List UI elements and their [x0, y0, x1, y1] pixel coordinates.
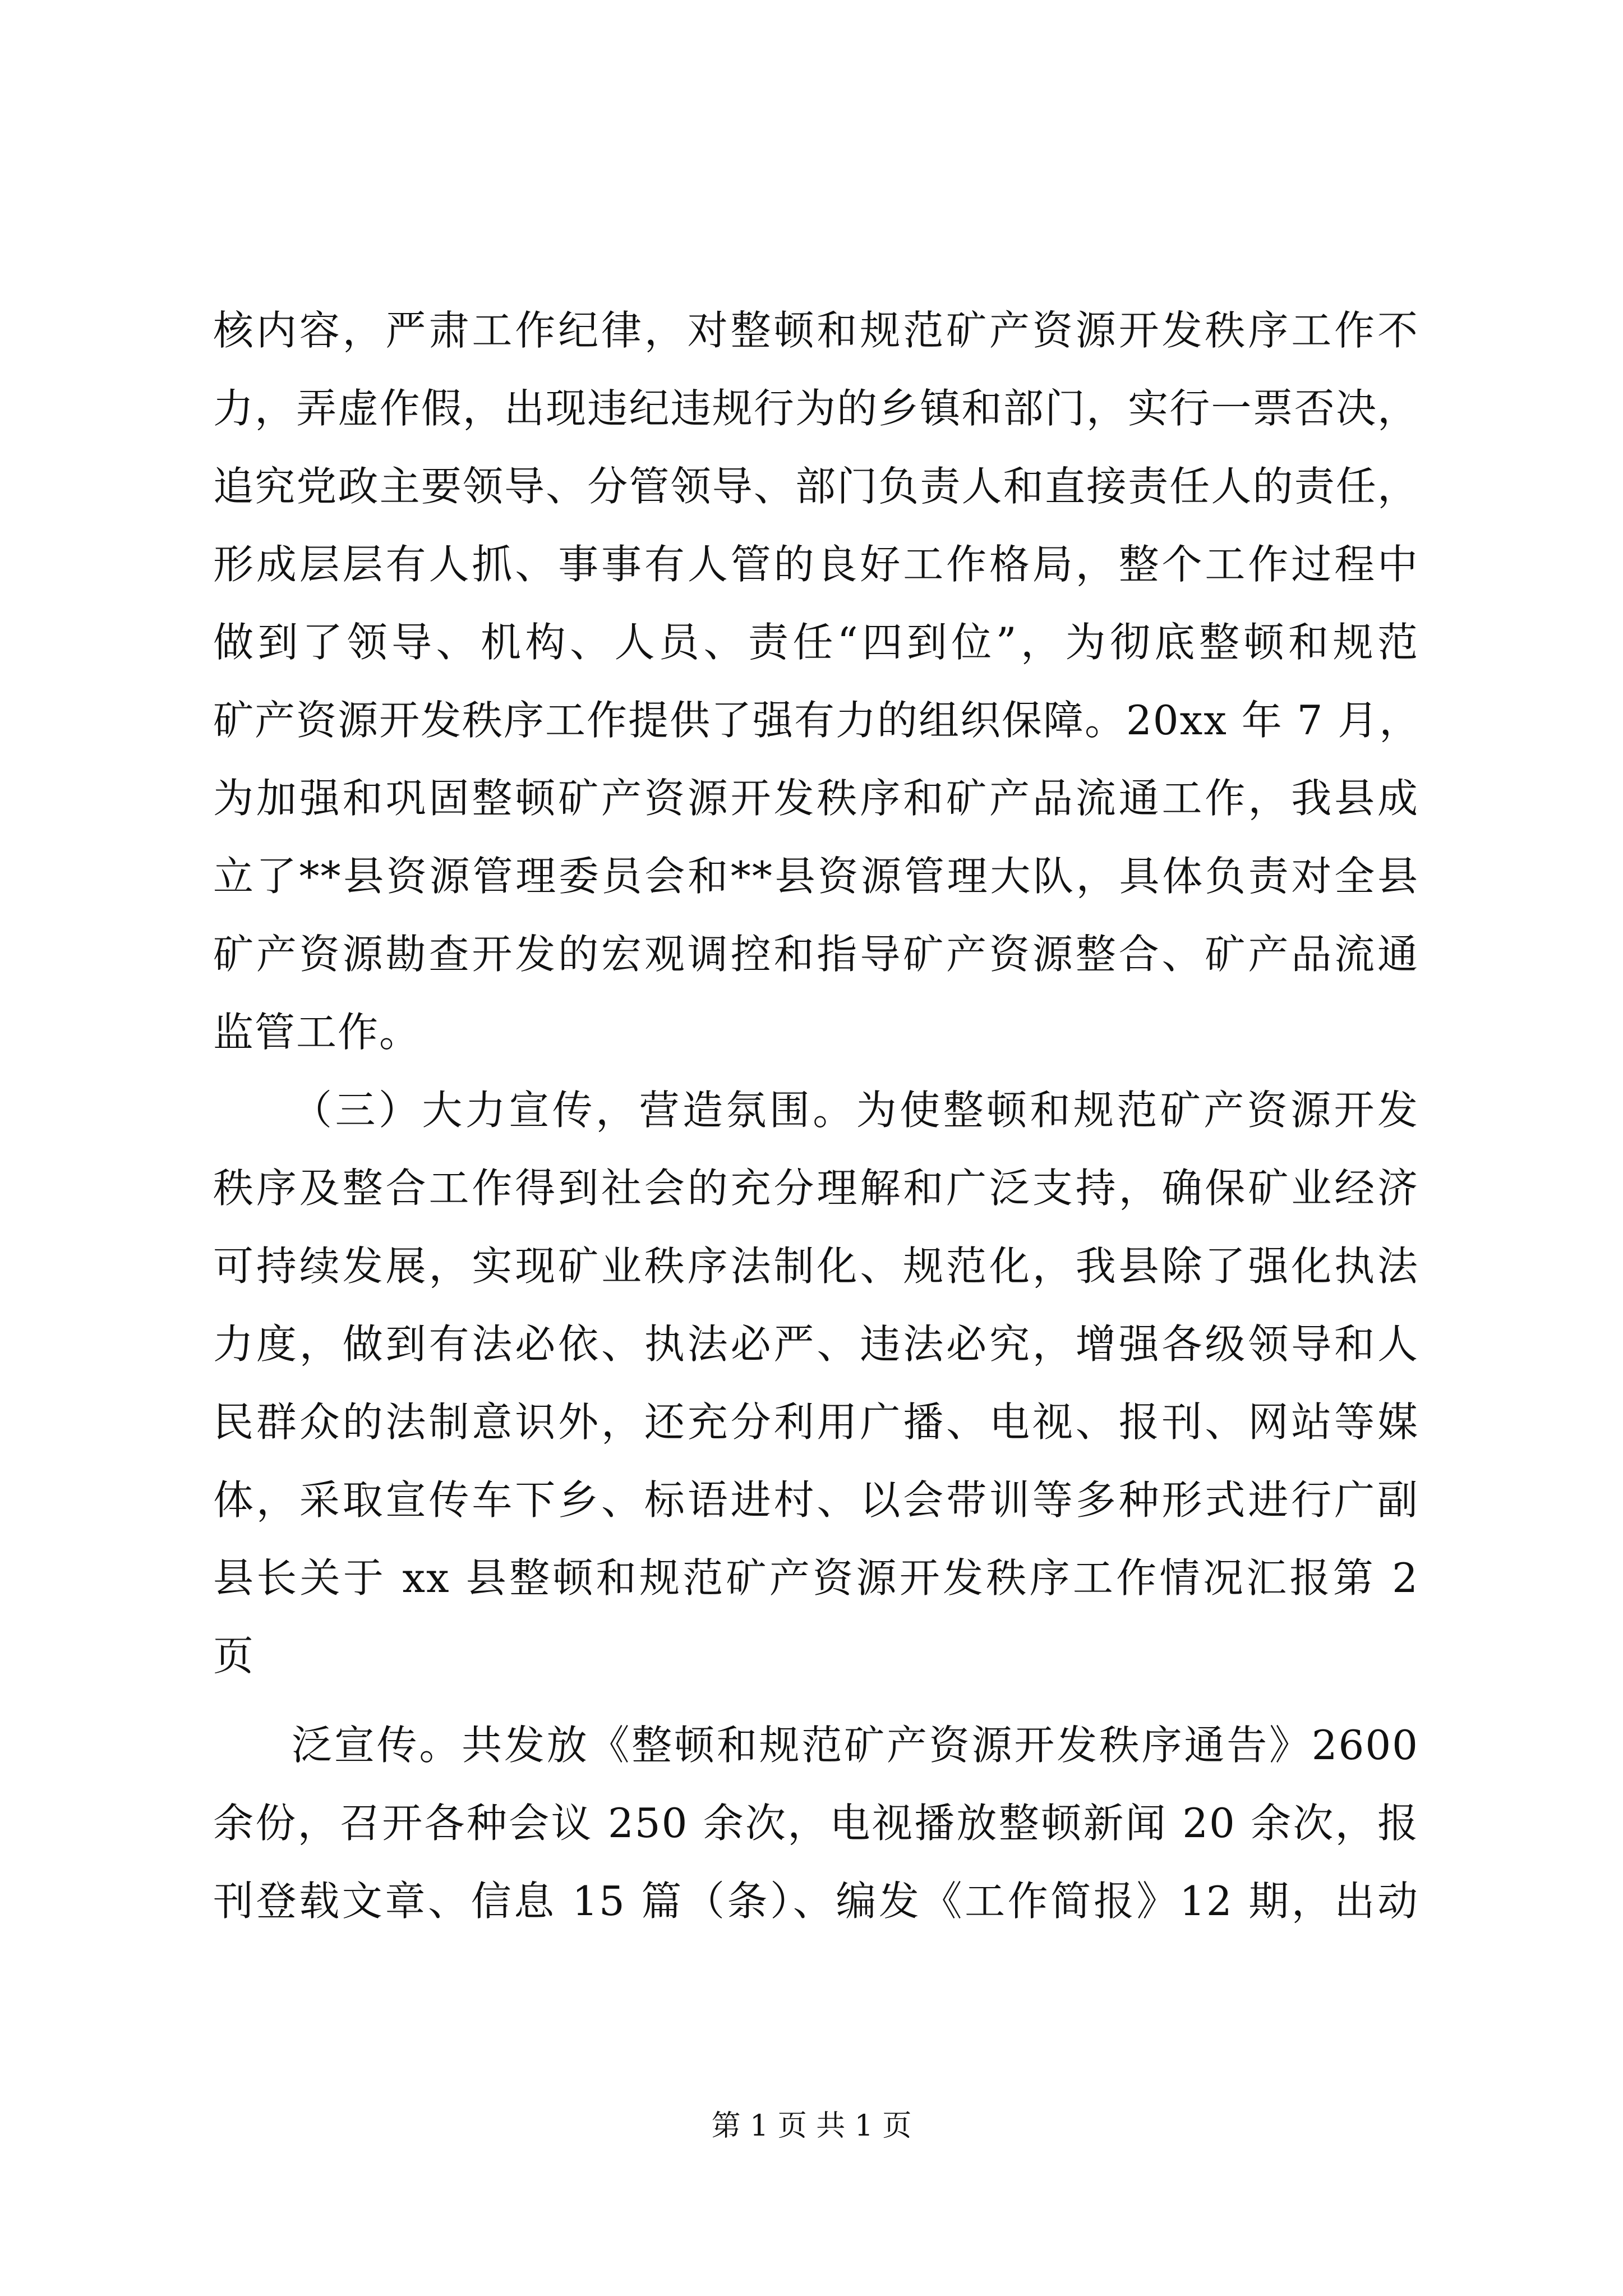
text-line: 形成层层有人抓、事事有人管的良好工作格局，整个工作过程中 — [213, 541, 1419, 588]
text-line: 力，弄虚作假，出现违纪违规行为的乡镇和部门，实行一票否决， — [213, 385, 1419, 432]
text-line: 核内容，严肃工作纪律，对整顿和规范矿产资源开发秩序工作不 — [213, 307, 1419, 354]
page-number-label: 第 1 页 共 1 页 — [711, 2109, 912, 2143]
text-line: 力度，做到有法必依、执法必严、违法必究，增强各级领导和人 — [213, 1320, 1419, 1368]
paragraph-start-line: 泛宣传。共发放《整顿和规范矿产资源开发秩序通告》2600 — [292, 1722, 1419, 1769]
paragraph-start-line: （三）大力宣传，营造氛围。为使整顿和规范矿产资源开发 — [292, 1087, 1419, 1134]
text-line: 为加强和巩固整顿矿产资源开发秩序和矿产品流通工作，我县成 — [213, 775, 1419, 822]
text-line: 立了**县资源管理委员会和**县资源管理大队，具体负责对全县 — [213, 853, 1419, 900]
text-line: 矿产资源开发秩序工作提供了强有力的组织保障。20xx 年 7 月， — [213, 697, 1421, 744]
document-body — [213, 292, 1419, 1940]
text-line: 做到了领导、机构、人员、责任“四到位”，为彻底整顿和规范 — [213, 619, 1419, 666]
text-line: 追究党政主要领导、分管领导、部门负责人和直接责任人的责任， — [213, 463, 1419, 510]
text-line: 秩序及整合工作得到社会的充分理解和广泛支持，确保矿业经济 — [213, 1165, 1419, 1212]
text-line: 监管工作。 — [213, 1009, 421, 1056]
text-line: 矿产资源勘查开发的宏观调控和指导矿产资源整合、矿产品流通 — [213, 931, 1419, 978]
text-line: 页 — [213, 1632, 255, 1680]
text-line: 民群众的法制意识外，还充分利用广播、电视、报刊、网站等媒 — [213, 1398, 1419, 1446]
text-line: 可持续发展，实现矿业秩序法制化、规范化，我县除了强化执法 — [213, 1243, 1419, 1290]
text-line: 体，采取宣传车下乡、标语进村、以会带训等多种形式进行广副 — [213, 1476, 1419, 1524]
page-footer — [0, 2106, 1623, 2146]
text-line: 余份，召开各种会议 250 余次，电视播放整顿新闻 20 余次，报 — [213, 1800, 1419, 1847]
text-line: 县长关于 xx 县整顿和规范矿产资源开发秩序工作情况汇报第 2 — [213, 1554, 1419, 1602]
text-line: 刊登载文章、信息 15 篇（条）、编发《工作简报》12 期，出动 — [213, 1878, 1419, 1925]
